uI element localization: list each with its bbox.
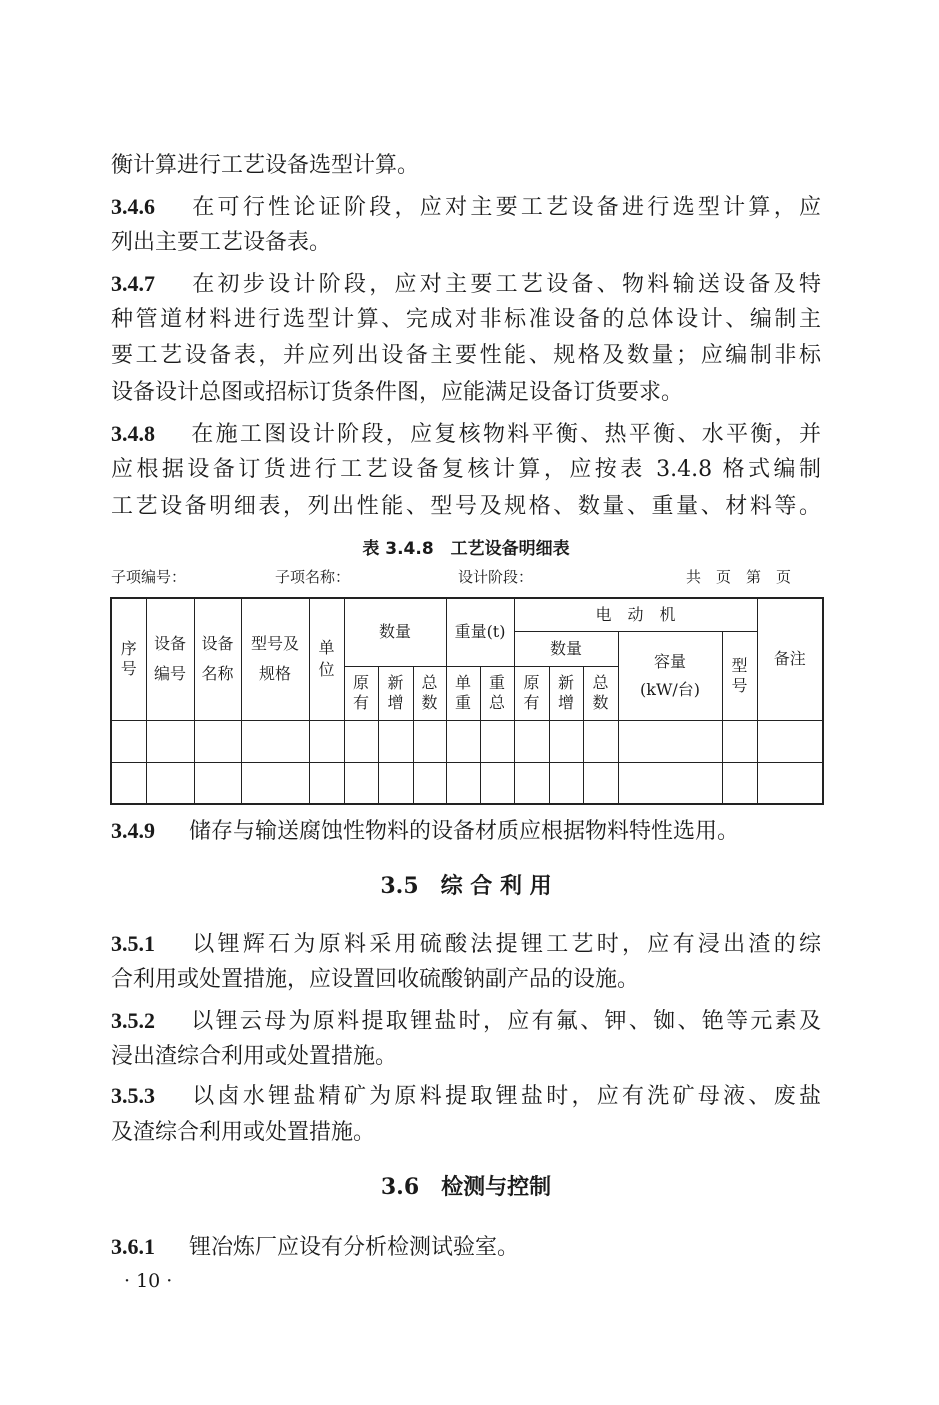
page-number: · 10 · bbox=[124, 1270, 173, 1292]
col-motor-original: 原有 bbox=[514, 666, 549, 720]
clause-number: 3.6.1 bbox=[111, 1234, 155, 1259]
col-motor-total: 总数 bbox=[583, 666, 618, 720]
clause-text: 以卤水锂盐精矿为原料提取锂盐时，应有洗矿母液、废盐 bbox=[189, 1084, 821, 1109]
section-heading-3-5: 3.5 综 合 利 用 bbox=[380, 873, 552, 899]
meta-sub-number: 子项编号： bbox=[111, 568, 187, 586]
clause-number: 3.5.1 bbox=[111, 931, 155, 956]
col-total-weight: 重总 bbox=[480, 666, 514, 720]
col-qty-original: 原有 bbox=[344, 666, 378, 720]
clause-3-5-2 bbox=[111, 1006, 821, 1037]
paragraph-line: 工艺设备明细表，列出性能、型号及规格、数量、重量、材料等。 bbox=[111, 494, 821, 519]
col-motor-model: 型号 bbox=[722, 631, 757, 720]
col-qty-total: 总数 bbox=[413, 666, 446, 720]
meta-design-stage: 设计阶段： bbox=[458, 568, 534, 586]
paragraph-line: 种管道材料进行选型计算、完成对非标准设备的总体设计、编制主 bbox=[111, 307, 821, 332]
clause-text: 以锂云母为原料提取锂盐时，应有氟、钾、铷、铯等元素及 bbox=[189, 1009, 821, 1034]
clause-3-4-8 bbox=[111, 419, 821, 450]
col-unit-weight: 单重 bbox=[446, 666, 480, 720]
clause-number: 3.4.8 bbox=[111, 421, 155, 446]
clause-text: 在可行性论证阶段，应对主要工艺设备进行选型计算，应 bbox=[189, 195, 821, 220]
clause-text: 在初步设计阶段，应对主要工艺设备、物料输送设备及特 bbox=[189, 272, 821, 297]
col-motor-new: 新增 bbox=[549, 666, 583, 720]
col-unit: 单位 bbox=[309, 598, 344, 720]
clause-3-5-3 bbox=[111, 1081, 821, 1112]
meta-pages: 共 页 第 页 bbox=[686, 568, 792, 586]
clause-3-4-7 bbox=[111, 269, 821, 300]
paragraph-line: 及渣综合利用或处置措施。 bbox=[111, 1120, 376, 1145]
col-equip-name: 设备名称 bbox=[194, 598, 241, 720]
col-quantity: 数量 bbox=[344, 598, 446, 666]
paragraph-line: 合利用或处置措施，应设置回收硫酸钠副产品的设施。 bbox=[111, 967, 640, 992]
clause-text: 以锂辉石为原料采用硫酸法提锂工艺时，应有浸出渣的综 bbox=[189, 932, 821, 957]
table-row bbox=[111, 762, 823, 804]
col-model-spec: 型号及规格 bbox=[241, 598, 309, 720]
clause-number: 3.5.3 bbox=[111, 1083, 155, 1108]
col-motor-capacity: 容量 (kW/台) bbox=[618, 631, 722, 720]
equipment-detail-table bbox=[110, 597, 824, 805]
col-motor: 电 动 机 bbox=[514, 598, 757, 631]
clause-number: 3.4.9 bbox=[111, 818, 155, 843]
clause-text: 锂冶炼厂应设有分析检测试验室。 bbox=[189, 1235, 520, 1260]
col-equip-no: 设备编号 bbox=[146, 598, 194, 720]
meta-sub-name: 子项名称： bbox=[275, 568, 351, 586]
paragraph-line: 设备设计总图或招标订货条件图，应能满足设备订货要求。 bbox=[111, 380, 684, 405]
table-row bbox=[111, 720, 823, 762]
paragraph-line: 衡计算进行工艺设备选型计算。 bbox=[111, 153, 420, 178]
paragraph-line: 浸出渣综合利用或处置措施。 bbox=[111, 1044, 398, 1069]
clause-text: 储存与输送腐蚀性物料的设备材质应根据物料特性选用。 bbox=[189, 819, 740, 844]
clause-number: 3.4.7 bbox=[111, 271, 155, 296]
col-seq: 序号 bbox=[111, 598, 146, 720]
clause-3-5-1 bbox=[111, 929, 821, 960]
clause-text: 在施工图设计阶段，应复核物料平衡、热平衡、水平衡，并 bbox=[189, 422, 821, 447]
clause-number: 3.5.2 bbox=[111, 1008, 155, 1033]
col-qty-new: 新增 bbox=[378, 666, 413, 720]
clause-3-4-9 bbox=[111, 816, 821, 847]
paragraph-line: 列出主要工艺设备表。 bbox=[111, 230, 332, 255]
clause-number: 3.4.6 bbox=[111, 194, 155, 219]
section-heading-3-6: 3.6 检测与控制 bbox=[380, 1174, 552, 1200]
table-caption: 表 3.4.8 工艺设备明细表 bbox=[362, 539, 570, 559]
col-remark: 备注 bbox=[757, 598, 823, 720]
col-weight: 重量(t) bbox=[446, 598, 514, 666]
clause-3-6-1 bbox=[111, 1232, 821, 1263]
col-motor-quantity: 数量 bbox=[514, 631, 618, 666]
paragraph-line: 要工艺设备表，并应列出设备主要性能、规格及数量；应编制非标 bbox=[111, 343, 821, 368]
clause-3-4-6 bbox=[111, 192, 821, 223]
paragraph-line: 应根据设备订货进行工艺设备复核计算，应按表 3.4.8 格式编制 bbox=[111, 457, 821, 482]
